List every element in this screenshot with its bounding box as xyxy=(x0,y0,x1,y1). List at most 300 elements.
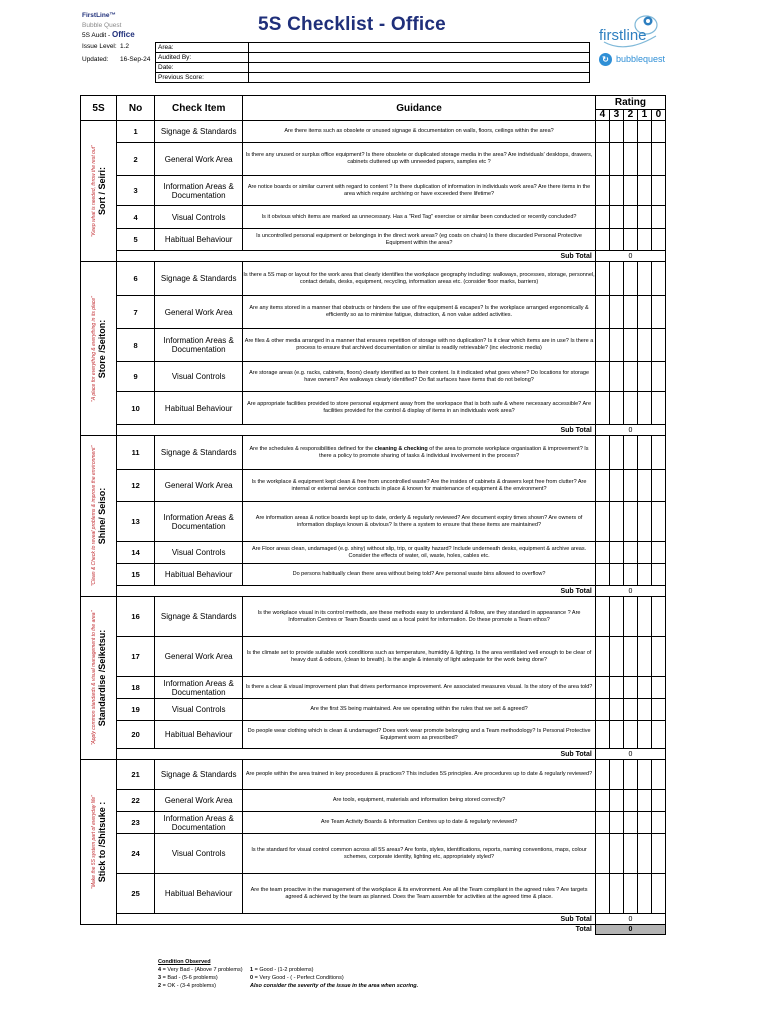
guidance-text: Are any items stored in a manner that obstructs or hinders the use of fire equipment & escapes? Is the workplace arranged ergonomically & efficiently so as to minimise fatigue, distraction, & non value added activities. xyxy=(243,296,596,329)
legend-line xyxy=(250,966,450,974)
rating-cell-2[interactable] xyxy=(623,143,637,176)
subtotal-row xyxy=(81,586,666,597)
subtotal-row xyxy=(81,914,666,925)
check-item: Visual Controls xyxy=(155,834,243,874)
rating-cell-4[interactable] xyxy=(595,760,609,790)
rating-scale-2: 2 xyxy=(623,110,637,121)
table-row xyxy=(81,296,666,329)
rating-cell-3[interactable] xyxy=(609,760,623,790)
guidance-text: Is the workplace & equipment kept clean & free from uncontrolled waste? Are the insides of cabinets & drawers kept free from clutter? Are internal or external service contracts in place & known for maintenance of equipment & the environment? xyxy=(243,470,596,502)
rating-cell-0[interactable] xyxy=(651,206,665,229)
svg-text:firstline: firstline xyxy=(599,27,647,44)
rating-cell-3[interactable] xyxy=(609,637,623,677)
section-name: Standardise /Seiketsu: xyxy=(96,629,107,727)
guidance-text: Are storage areas (e.g. racks, cabinets, floors) clearly identified as to their content. Is it indicated what goes where? Do locations for storage have owners? Are walkways clearly identified? Do flat surfaces have items that do not belong? xyxy=(243,362,596,392)
check-item: Signage & Standards xyxy=(155,436,243,470)
rating-cell-1[interactable] xyxy=(637,542,651,564)
check-item: Signage & Standards xyxy=(155,597,243,637)
total-value: 0 xyxy=(595,925,665,935)
table-row xyxy=(81,699,666,721)
rating-cell-1[interactable] xyxy=(637,760,651,790)
rating-cell-4[interactable] xyxy=(595,564,609,586)
guidance-text: Is the standard for visual control common across all 5S areas? Are fonts, styles, identifications, reports, naming conventions, maps, colour schemes, corporate identity, lighting etc, appropriately styled? xyxy=(243,834,596,874)
legend-score: 4 xyxy=(158,967,162,973)
checklist-table xyxy=(80,95,666,935)
rating-cell-1[interactable] xyxy=(637,699,651,721)
total-label: Total xyxy=(575,926,592,934)
subtotal-label: Sub Total xyxy=(117,425,596,436)
rating-cell-0[interactable] xyxy=(651,143,665,176)
table-row xyxy=(81,542,666,564)
rating-cell-3[interactable] xyxy=(609,143,623,176)
brand-subname: Bubble Quest xyxy=(82,21,122,29)
rating-cell-2[interactable] xyxy=(623,296,637,329)
rating-cell-2[interactable] xyxy=(623,362,637,392)
section-quote: "Apply common standards & visual management to the area" xyxy=(90,610,97,746)
table-row xyxy=(81,392,666,425)
check-item: Habitual Behaviour xyxy=(155,564,243,586)
rating-cell-4[interactable] xyxy=(595,229,609,251)
rating-cell-1[interactable] xyxy=(637,812,651,834)
rating-cell-4[interactable] xyxy=(595,329,609,362)
rating-cell-3[interactable] xyxy=(609,542,623,564)
rating-cell-1[interactable] xyxy=(637,834,651,874)
col-5s: 5S xyxy=(81,96,117,121)
guidance-text: Is the climate set to provide suitable work conditions such as temperature, humidity & lighting. Is the area ventilated well enough to be clear of heavy dust & odours, (clean to breath). Is the angle & intensity of light adequate for the work being done? xyxy=(243,637,596,677)
rating-cell-2[interactable] xyxy=(623,502,637,542)
guidance-text: Is there a clear & visual improvement plan that drives performance improvement. Are associated measures visual. Is the story of the area told? xyxy=(243,677,596,699)
subtotal-value: 0 xyxy=(595,425,665,436)
updated-value: 16-Sep-24 xyxy=(120,56,151,63)
issue-value: 1.2 xyxy=(120,43,130,50)
bubblequest-icon: ↻ xyxy=(599,53,612,66)
guidance-text: Are the team proactive in the management of the workplace & its environment. Are all the Team compliant in the agreed rules ? Are targets agreed & achieved by the team as planned. Does the Team assemble for activities at the agreed time & place. xyxy=(243,874,596,914)
guidance-text: Is uncontrolled personal equipment or belongings in the direct work areas? (eg coats on chairs) Is there discarded Personal Protective Equipment within the area? xyxy=(243,229,596,251)
audit-info-box xyxy=(155,42,590,83)
rating-cell-2[interactable] xyxy=(623,229,637,251)
rating-cell-2[interactable] xyxy=(623,392,637,425)
check-item: General Work Area xyxy=(155,790,243,812)
legend-score: 2 xyxy=(158,983,162,989)
subtotal-label: Sub Total xyxy=(117,749,596,760)
rating-cell-0[interactable] xyxy=(651,760,665,790)
rating-cell-2[interactable] xyxy=(623,542,637,564)
rating-cell-0[interactable] xyxy=(651,229,665,251)
rating-cell-3[interactable] xyxy=(609,121,623,143)
rating-cell-0[interactable] xyxy=(651,812,665,834)
rating-cell-3[interactable] xyxy=(609,262,623,296)
col-rating: Rating xyxy=(595,96,665,110)
table-row xyxy=(81,121,666,143)
table-row xyxy=(81,502,666,542)
rating-cell-0[interactable] xyxy=(651,637,665,677)
rating-cell-1[interactable] xyxy=(637,362,651,392)
rating-cell-2[interactable] xyxy=(623,874,637,914)
section-label-cell xyxy=(81,262,117,436)
item-number: 1 xyxy=(117,121,155,143)
check-item: Habitual Behaviour xyxy=(155,721,243,749)
legend-note: Also consider the severity of the issue in the area when scoring. xyxy=(250,983,419,989)
guidance-text: Are files & other media arranged in a manner that ensures repetition of storage with no duplication? Is it clear which items are in use? Is there a process to ensure that archived documentation or similar is readily retrievable? (inc electronic media) xyxy=(243,329,596,362)
issue-label: Issue Level: xyxy=(82,43,117,50)
legend-title: Condition Observed xyxy=(158,959,211,965)
info-row xyxy=(156,63,590,73)
info-label: Area: xyxy=(156,43,249,53)
rating-scale-0: 0 xyxy=(651,110,665,121)
rating-cell-0[interactable] xyxy=(651,790,665,812)
rating-cell-1[interactable] xyxy=(637,121,651,143)
section-name: Sort / Seiri: xyxy=(96,166,107,216)
rating-cell-4[interactable] xyxy=(595,206,609,229)
table-row xyxy=(81,597,666,637)
rating-cell-0[interactable] xyxy=(651,699,665,721)
col-no: No xyxy=(117,96,155,121)
guidance-text xyxy=(243,436,596,470)
rating-cell-2[interactable] xyxy=(623,262,637,296)
rating-cell-4[interactable] xyxy=(595,262,609,296)
guidance-text: Are there items such as obsolete or unused signage & documentation on walls, floors, ceilings within the area? xyxy=(243,121,596,143)
rating-cell-2[interactable] xyxy=(623,176,637,206)
section-name: Stick to /Shitsuke : xyxy=(96,801,107,883)
rating-cell-2[interactable] xyxy=(623,470,637,502)
table-row xyxy=(81,834,666,874)
page-title: 5S Checklist - Office xyxy=(258,14,446,35)
item-number: 16 xyxy=(117,597,155,637)
rating-cell-2[interactable] xyxy=(623,206,637,229)
firstline-logo xyxy=(596,14,662,50)
rating-cell-4[interactable] xyxy=(595,677,609,699)
legend-score: 0 xyxy=(250,975,254,981)
rating-cell-3[interactable] xyxy=(609,470,623,502)
guidance-bold: cleaning & checking xyxy=(374,445,428,452)
subtotal-label: Sub Total xyxy=(117,914,596,925)
rating-cell-4[interactable] xyxy=(595,542,609,564)
check-item: Signage & Standards xyxy=(155,760,243,790)
check-item: Habitual Behaviour xyxy=(155,229,243,251)
subtotal-label: Sub Total xyxy=(117,251,596,262)
rating-cell-4[interactable] xyxy=(595,790,609,812)
rating-cell-3[interactable] xyxy=(609,874,623,914)
legend-text: = OK - (3-4 problems) xyxy=(161,983,216,989)
check-item: Information Areas & Documentation xyxy=(155,176,243,206)
legend-line xyxy=(158,982,243,990)
bubblequest-text: bubblequest xyxy=(616,54,666,64)
rating-cell-0[interactable] xyxy=(651,296,665,329)
item-number: 14 xyxy=(117,542,155,564)
rating-cell-2[interactable] xyxy=(623,637,637,677)
table-row xyxy=(81,176,666,206)
info-value-field[interactable] xyxy=(249,43,590,53)
legend-line xyxy=(158,966,243,974)
item-number: 15 xyxy=(117,564,155,586)
subtotal-row xyxy=(81,425,666,436)
rating-cell-2[interactable] xyxy=(623,790,637,812)
guidance-pre: Are the schedules & responsibilities defined for the xyxy=(249,445,375,452)
rating-cell-1[interactable] xyxy=(637,790,651,812)
info-row xyxy=(156,53,590,63)
guidance-text: Are tools, equipment, materials and information being stored correctly? xyxy=(243,790,596,812)
rating-cell-4[interactable] xyxy=(595,470,609,502)
section-vertical-text xyxy=(91,145,107,237)
item-number: 13 xyxy=(117,502,155,542)
rating-cell-0[interactable] xyxy=(651,362,665,392)
info-label: Date: xyxy=(156,63,249,73)
rating-cell-0[interactable] xyxy=(651,121,665,143)
rating-scale-1: 1 xyxy=(637,110,651,121)
rating-cell-2[interactable] xyxy=(623,699,637,721)
rating-cell-3[interactable] xyxy=(609,699,623,721)
rating-cell-4[interactable] xyxy=(595,834,609,874)
rating-cell-1[interactable] xyxy=(637,874,651,914)
rating-cell-1[interactable] xyxy=(637,229,651,251)
rating-scale-4: 4 xyxy=(595,110,609,121)
check-item: Information Areas & Documentation xyxy=(155,329,243,362)
rating-cell-3[interactable] xyxy=(609,721,623,749)
rating-cell-1[interactable] xyxy=(637,296,651,329)
rating-cell-4[interactable] xyxy=(595,637,609,677)
rating-cell-4[interactable] xyxy=(595,296,609,329)
rating-cell-0[interactable] xyxy=(651,564,665,586)
rating-cell-3[interactable] xyxy=(609,229,623,251)
item-number: 3 xyxy=(117,176,155,206)
rating-cell-0[interactable] xyxy=(651,470,665,502)
legend-text: = Very Good - ( - Perfect Conditions) xyxy=(253,975,344,981)
table-row xyxy=(81,790,666,812)
section-quote: "Keep what is needed, throw the rest out" xyxy=(90,145,97,237)
rating-cell-0[interactable] xyxy=(651,834,665,874)
rating-cell-1[interactable] xyxy=(637,502,651,542)
check-item: Signage & Standards xyxy=(155,121,243,143)
table-row xyxy=(81,874,666,914)
checklist-document xyxy=(80,8,666,989)
rating-cell-0[interactable] xyxy=(651,329,665,362)
item-number: 6 xyxy=(117,262,155,296)
legend-text: = Very Bad - (Above 7 problems) xyxy=(161,967,243,973)
rating-cell-4[interactable] xyxy=(595,874,609,914)
table-row xyxy=(81,229,666,251)
info-row xyxy=(156,43,590,53)
rating-cell-3[interactable] xyxy=(609,362,623,392)
info-value-field[interactable] xyxy=(249,53,590,63)
table-row xyxy=(81,436,666,470)
check-item: General Work Area xyxy=(155,296,243,329)
rating-cell-3[interactable] xyxy=(609,834,623,874)
table-row xyxy=(81,677,666,699)
subtotal-value: 0 xyxy=(595,914,665,925)
item-number: 23 xyxy=(117,812,155,834)
legend-line xyxy=(158,974,243,982)
legend-score: 3 xyxy=(158,975,162,981)
audit-name: Office xyxy=(112,30,135,39)
item-number: 22 xyxy=(117,790,155,812)
rating-cell-2[interactable] xyxy=(623,436,637,470)
rating-cell-2[interactable] xyxy=(623,677,637,699)
rating-cell-4[interactable] xyxy=(595,143,609,176)
audit-title xyxy=(82,30,135,41)
check-item: Visual Controls xyxy=(155,206,243,229)
rating-cell-3[interactable] xyxy=(609,206,623,229)
rating-cell-1[interactable] xyxy=(637,597,651,637)
rating-cell-4[interactable] xyxy=(595,121,609,143)
section-label-cell xyxy=(81,597,117,760)
item-number: 11 xyxy=(117,436,155,470)
item-number: 9 xyxy=(117,362,155,392)
item-number: 7 xyxy=(117,296,155,329)
guidance-text: Are appropriate facilities provided to store personal equipment away from the workspace that is both safe & where necessary accessible? Are facilities provided for the control & display of items in an individuals work area? xyxy=(243,392,596,425)
rating-cell-3[interactable] xyxy=(609,392,623,425)
rating-cell-1[interactable] xyxy=(637,262,651,296)
rating-cell-3[interactable] xyxy=(609,176,623,206)
rating-cell-4[interactable] xyxy=(595,699,609,721)
rating-scale-3: 3 xyxy=(609,110,623,121)
subtotal-value: 0 xyxy=(595,251,665,262)
brand-name: FirstLine™ xyxy=(82,12,116,19)
rating-cell-0[interactable] xyxy=(651,542,665,564)
check-item: General Work Area xyxy=(155,637,243,677)
rating-cell-1[interactable] xyxy=(637,677,651,699)
section-name: Shine/ Seiso: xyxy=(96,487,107,545)
item-number: 17 xyxy=(117,637,155,677)
item-number: 12 xyxy=(117,470,155,502)
bubblequest-logo xyxy=(596,52,666,68)
subtotal-label: Sub Total xyxy=(117,586,596,597)
rating-cell-2[interactable] xyxy=(623,834,637,874)
item-number: 5 xyxy=(117,229,155,251)
rating-cell-3[interactable] xyxy=(609,502,623,542)
item-number: 8 xyxy=(117,329,155,362)
section-quote: "Make the 5S system part of everyday life" xyxy=(90,795,97,889)
rating-cell-3[interactable] xyxy=(609,329,623,362)
rating-cell-4[interactable] xyxy=(595,436,609,470)
check-item: Signage & Standards xyxy=(155,262,243,296)
rating-cell-1[interactable] xyxy=(637,436,651,470)
table-row xyxy=(81,470,666,502)
item-number: 20 xyxy=(117,721,155,749)
issue-level xyxy=(82,43,129,50)
rating-cell-3[interactable] xyxy=(609,296,623,329)
rating-cell-2[interactable] xyxy=(623,721,637,749)
info-row xyxy=(156,73,590,83)
table-row xyxy=(81,760,666,790)
subtotal-value: 0 xyxy=(595,586,665,597)
table-row xyxy=(81,564,666,586)
item-number: 25 xyxy=(117,874,155,914)
audit-prefix: 5S Audit - xyxy=(82,32,112,39)
item-number: 10 xyxy=(117,392,155,425)
rating-cell-4[interactable] xyxy=(595,362,609,392)
table-row xyxy=(81,362,666,392)
rating-cell-3[interactable] xyxy=(609,790,623,812)
subtotal-value: 0 xyxy=(595,749,665,760)
rating-cell-1[interactable] xyxy=(637,564,651,586)
check-item: Habitual Behaviour xyxy=(155,392,243,425)
guidance-text: Do persons habitually clean there area without being told? Are personal waste bins allowed to overflow? xyxy=(243,564,596,586)
rating-cell-4[interactable] xyxy=(595,392,609,425)
legend-text: = Good - (1-2 problems) xyxy=(253,967,314,973)
table-row xyxy=(81,262,666,296)
rating-cell-4[interactable] xyxy=(595,176,609,206)
rating-cell-2[interactable] xyxy=(623,597,637,637)
rating-cell-3[interactable] xyxy=(609,436,623,470)
check-item: General Work Area xyxy=(155,470,243,502)
check-item: Visual Controls xyxy=(155,699,243,721)
rating-cell-0[interactable] xyxy=(651,436,665,470)
check-item: Habitual Behaviour xyxy=(155,874,243,914)
rating-cell-0[interactable] xyxy=(651,176,665,206)
rating-cell-1[interactable] xyxy=(637,176,651,206)
rating-cell-3[interactable] xyxy=(609,597,623,637)
rating-cell-3[interactable] xyxy=(609,564,623,586)
rating-cell-1[interactable] xyxy=(637,329,651,362)
legend-column-2 xyxy=(250,966,450,982)
table-row xyxy=(81,637,666,677)
rating-cell-1[interactable] xyxy=(637,206,651,229)
table-row xyxy=(81,329,666,362)
rating-cell-0[interactable] xyxy=(651,721,665,749)
rating-cell-3[interactable] xyxy=(609,812,623,834)
guidance-text: Is there any unused or surplus office equipment? Is there obsolete or duplicated storage media in the area? Are individuals' desktops, drawers, cabinets cluttered up with unneeded papers, samples etc ? xyxy=(243,143,596,176)
check-item: Information Areas & Documentation xyxy=(155,677,243,699)
rating-cell-1[interactable] xyxy=(637,143,651,176)
rating-cell-0[interactable] xyxy=(651,874,665,914)
rating-cell-2[interactable] xyxy=(623,760,637,790)
rating-cell-1[interactable] xyxy=(637,721,651,749)
total-row xyxy=(81,925,666,935)
rating-cell-1[interactable] xyxy=(637,470,651,502)
rating-cell-0[interactable] xyxy=(651,502,665,542)
rating-cell-2[interactable] xyxy=(623,812,637,834)
updated-label: Updated: xyxy=(82,56,109,63)
rating-cell-1[interactable] xyxy=(637,637,651,677)
col-check-item: Check Item xyxy=(155,96,243,121)
col-guidance: Guidance xyxy=(243,96,596,121)
guidance-text: Are information areas & notice boards kept up to date, orderly & regularly reviewed? Are document expiry times shown? Are owners of information displays known & obvious? Is there a system to ensure that these items are maintained? xyxy=(243,502,596,542)
condition-legend xyxy=(158,958,419,990)
rating-cell-4[interactable] xyxy=(595,721,609,749)
check-item: Visual Controls xyxy=(155,362,243,392)
section-vertical-text xyxy=(91,611,107,746)
guidance-text: Are notice boards or similar current with regard to content ? Is there duplication of information in individuals work area? Are there items in the area which require archiving or have exceeded there lifetime? xyxy=(243,176,596,206)
check-item: General Work Area xyxy=(155,143,243,176)
rating-cell-2[interactable] xyxy=(623,121,637,143)
rating-cell-2[interactable] xyxy=(623,329,637,362)
table-row xyxy=(81,812,666,834)
rating-cell-0[interactable] xyxy=(651,597,665,637)
info-label: Previous Score: xyxy=(156,73,249,83)
rating-cell-0[interactable] xyxy=(651,262,665,296)
rating-cell-3[interactable] xyxy=(609,677,623,699)
guidance-text: Are Floor areas clean, undamaged (e.g. shiny) without slip, trip, or quality hazard? Include underneath desks, equipment & archive areas. Consider the effects of water, oil, waste, holes, cables etc. xyxy=(243,542,596,564)
section-vertical-text xyxy=(91,795,107,889)
table-row xyxy=(81,206,666,229)
legend-line xyxy=(250,974,450,982)
rating-cell-0[interactable] xyxy=(651,392,665,425)
guidance-text: Is the workplace visual in its control methods, are these methods easy to understand & follow, are they standard in appearance ? Are Information Centres or Team Boards used as a focal point for information. Do these promote a Team ethos? xyxy=(243,597,596,637)
item-number: 24 xyxy=(117,834,155,874)
rating-cell-4[interactable] xyxy=(595,502,609,542)
rating-cell-0[interactable] xyxy=(651,677,665,699)
info-value-field[interactable] xyxy=(249,63,590,73)
rating-cell-4[interactable] xyxy=(595,812,609,834)
section-vertical-text xyxy=(91,296,107,402)
info-value-field[interactable] xyxy=(249,73,590,83)
rating-cell-2[interactable] xyxy=(623,564,637,586)
rating-cell-1[interactable] xyxy=(637,392,651,425)
rating-cell-4[interactable] xyxy=(595,597,609,637)
item-number: 4 xyxy=(117,206,155,229)
updated xyxy=(82,56,150,63)
guidance-post: of the area to promote workplace organisation & improvement? Is there a policy to promote sharing of tasks & individual involvement in the process? xyxy=(319,445,589,459)
